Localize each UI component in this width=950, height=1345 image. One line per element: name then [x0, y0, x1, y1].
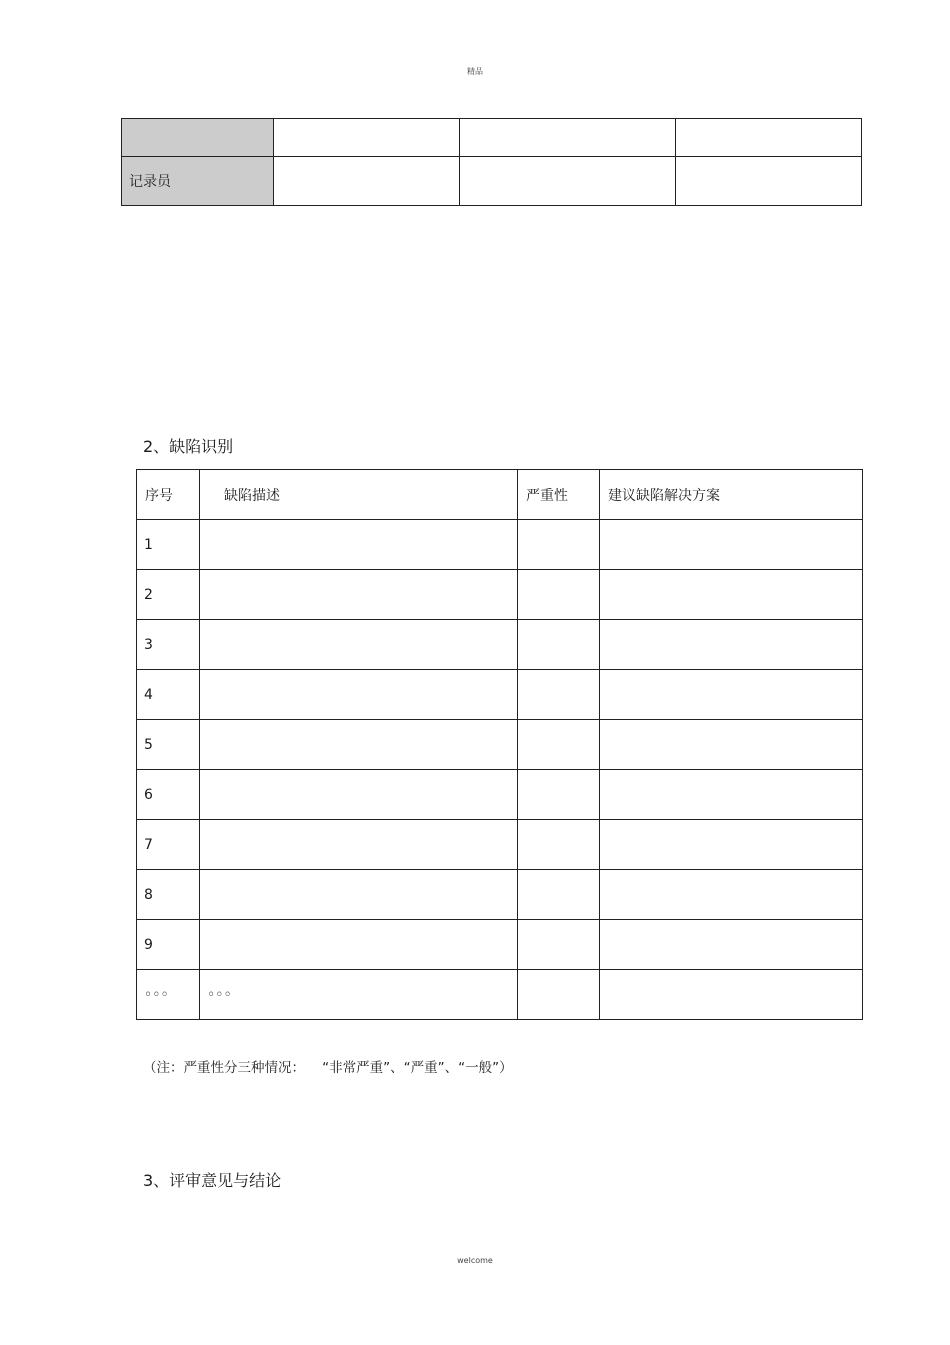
- table-row: [137, 870, 863, 920]
- table-row: [137, 570, 863, 620]
- row-solution: [600, 720, 863, 770]
- table-row: [137, 920, 863, 970]
- row-index: 5: [137, 720, 200, 770]
- row-description: [200, 520, 518, 570]
- table-row: [137, 970, 863, 1020]
- row-description: [200, 820, 518, 870]
- recorder-table: [121, 118, 862, 206]
- table-row: [137, 620, 863, 670]
- row-solution: [600, 520, 863, 570]
- row-solution: [600, 620, 863, 670]
- table-header-row: [137, 470, 863, 520]
- table-cell: [460, 157, 676, 206]
- row-index: 6: [137, 770, 200, 820]
- table-row: [137, 520, 863, 570]
- table-cell: [460, 119, 676, 157]
- row-severity: [518, 620, 600, 670]
- row-description: ◦◦◦: [200, 970, 518, 1020]
- row-solution: [600, 670, 863, 720]
- defects-table: [136, 469, 863, 1020]
- table-row: [137, 670, 863, 720]
- row-severity: [518, 520, 600, 570]
- table-cell: [274, 119, 460, 157]
- table-cell: [676, 157, 862, 206]
- footer-watermark: welcome: [457, 1256, 493, 1265]
- row-description: [200, 920, 518, 970]
- row-index: 4: [137, 670, 200, 720]
- row-solution: [600, 970, 863, 1020]
- column-header-solution: 建议缺陷解决方案: [600, 470, 863, 520]
- row-solution: [600, 920, 863, 970]
- row-solution: [600, 870, 863, 920]
- row-severity: [518, 970, 600, 1020]
- section-title-defects: 2、缺陷识别: [143, 437, 234, 456]
- row-severity: [518, 570, 600, 620]
- table-cell: [676, 119, 862, 157]
- table-row: [137, 720, 863, 770]
- row-description: [200, 620, 518, 670]
- section-title-review: 3、评审意见与结论: [143, 1171, 282, 1190]
- row-severity: [518, 770, 600, 820]
- row-index: 1: [137, 520, 200, 570]
- row-index: 3: [137, 620, 200, 670]
- recorder-label: 记录员: [122, 157, 274, 206]
- row-severity: [518, 920, 600, 970]
- table-row: [122, 119, 862, 157]
- row-severity: [518, 870, 600, 920]
- row-description: [200, 570, 518, 620]
- row-index: 7: [137, 820, 200, 870]
- header-watermark: 精品: [467, 67, 483, 76]
- row-index: 9: [137, 920, 200, 970]
- row-severity: [518, 820, 600, 870]
- table-cell: [274, 157, 460, 206]
- table-row: [122, 157, 862, 206]
- column-header-severity: 严重性: [518, 470, 600, 520]
- row-severity: [518, 720, 600, 770]
- row-description: [200, 670, 518, 720]
- row-solution: [600, 770, 863, 820]
- row-severity: [518, 670, 600, 720]
- column-header-index: 序号: [137, 470, 200, 520]
- table-cell: [122, 119, 274, 157]
- row-index: ◦◦◦: [137, 970, 200, 1020]
- row-description: [200, 870, 518, 920]
- row-solution: [600, 820, 863, 870]
- table-row: [137, 820, 863, 870]
- row-description: [200, 770, 518, 820]
- column-header-description: 缺陷描述: [200, 470, 518, 520]
- row-index: 8: [137, 870, 200, 920]
- severity-note: （注：严重性分三种情况： “非常严重”、“严重”、“一般”）: [143, 1060, 513, 1076]
- row-index: 2: [137, 570, 200, 620]
- table-row: [137, 770, 863, 820]
- row-solution: [600, 570, 863, 620]
- row-description: [200, 720, 518, 770]
